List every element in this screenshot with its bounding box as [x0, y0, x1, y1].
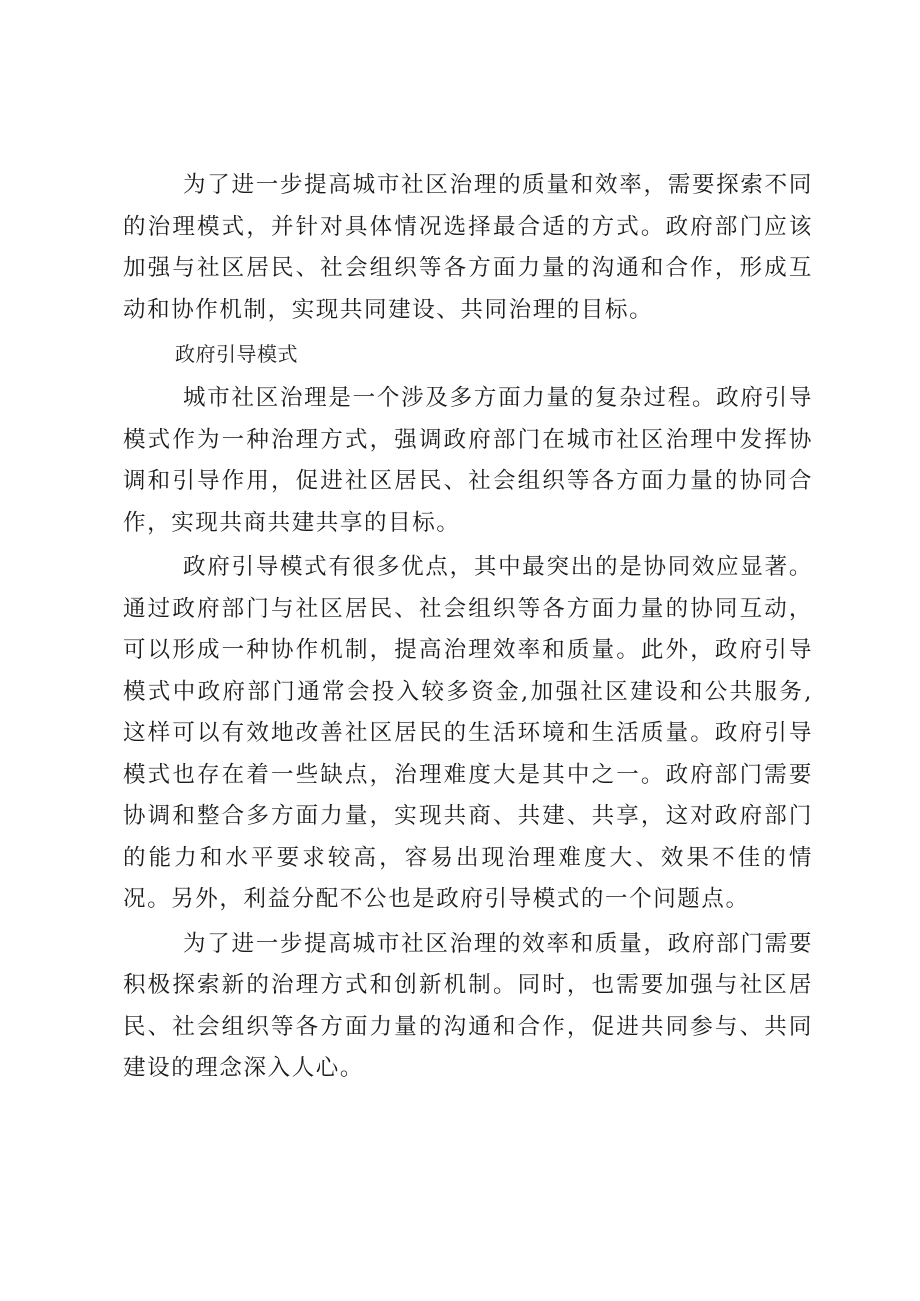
paragraph-intro: 为了进一步提高城市社区治理的质量和效率，需要探索不同的治理模式，并针对具体情况选择最合适的方式。政府部门应该加强与社区居民、社会组织等各方面力量的沟通和合作，形成互动和协作机制，实现共同建设、共同治理的目标。 [123, 172, 813, 323]
paragraph-pros-cons: 政府引导模式有很多优点，其中最突出的是协同效应显著。通过政府部门与社区居民、社会组织等各方面力量的协同互动，可以形成一种协作机制，提高治理效率和质量。此外，政府引导模式中政府部门通常会投入较多资金,加强社区建设和公共服务,这样可以有效地改善社区居民的生活环境和生活质量。政府引导模式也存在着一些缺点，治理难度大是其中之一。政府部门需要协调和整合多方面力量，实现共商、共建、共享，这对政府部门的能力和水平要求较高，容易出现治理难度大、效果不佳的情况。另外，利益分配不公也是政府引导模式的一个问题点。 [123, 554, 813, 912]
paragraph-conclusion: 为了进一步提高城市社区治理的效率和质量，政府部门需要积极探索新的治理方式和创新机制。同时，也需要加强与社区居民、社会组织等各方面力量的沟通和合作，促进共同参与、共同建设的理念深入人心。 [123, 930, 813, 1081]
document-body [123, 165, 813, 1093]
section-heading: 政府引导模式 [175, 342, 298, 366]
paragraph-definition: 城市社区治理是一个涉及多方面力量的复杂过程。政府引导模式作为一种治理方式，强调政府部门在城市社区治理中发挥协调和引导作用，促进社区居民、社会组织等各方面力量的协同合作，实现共商共建共享的目标。 [123, 385, 813, 536]
